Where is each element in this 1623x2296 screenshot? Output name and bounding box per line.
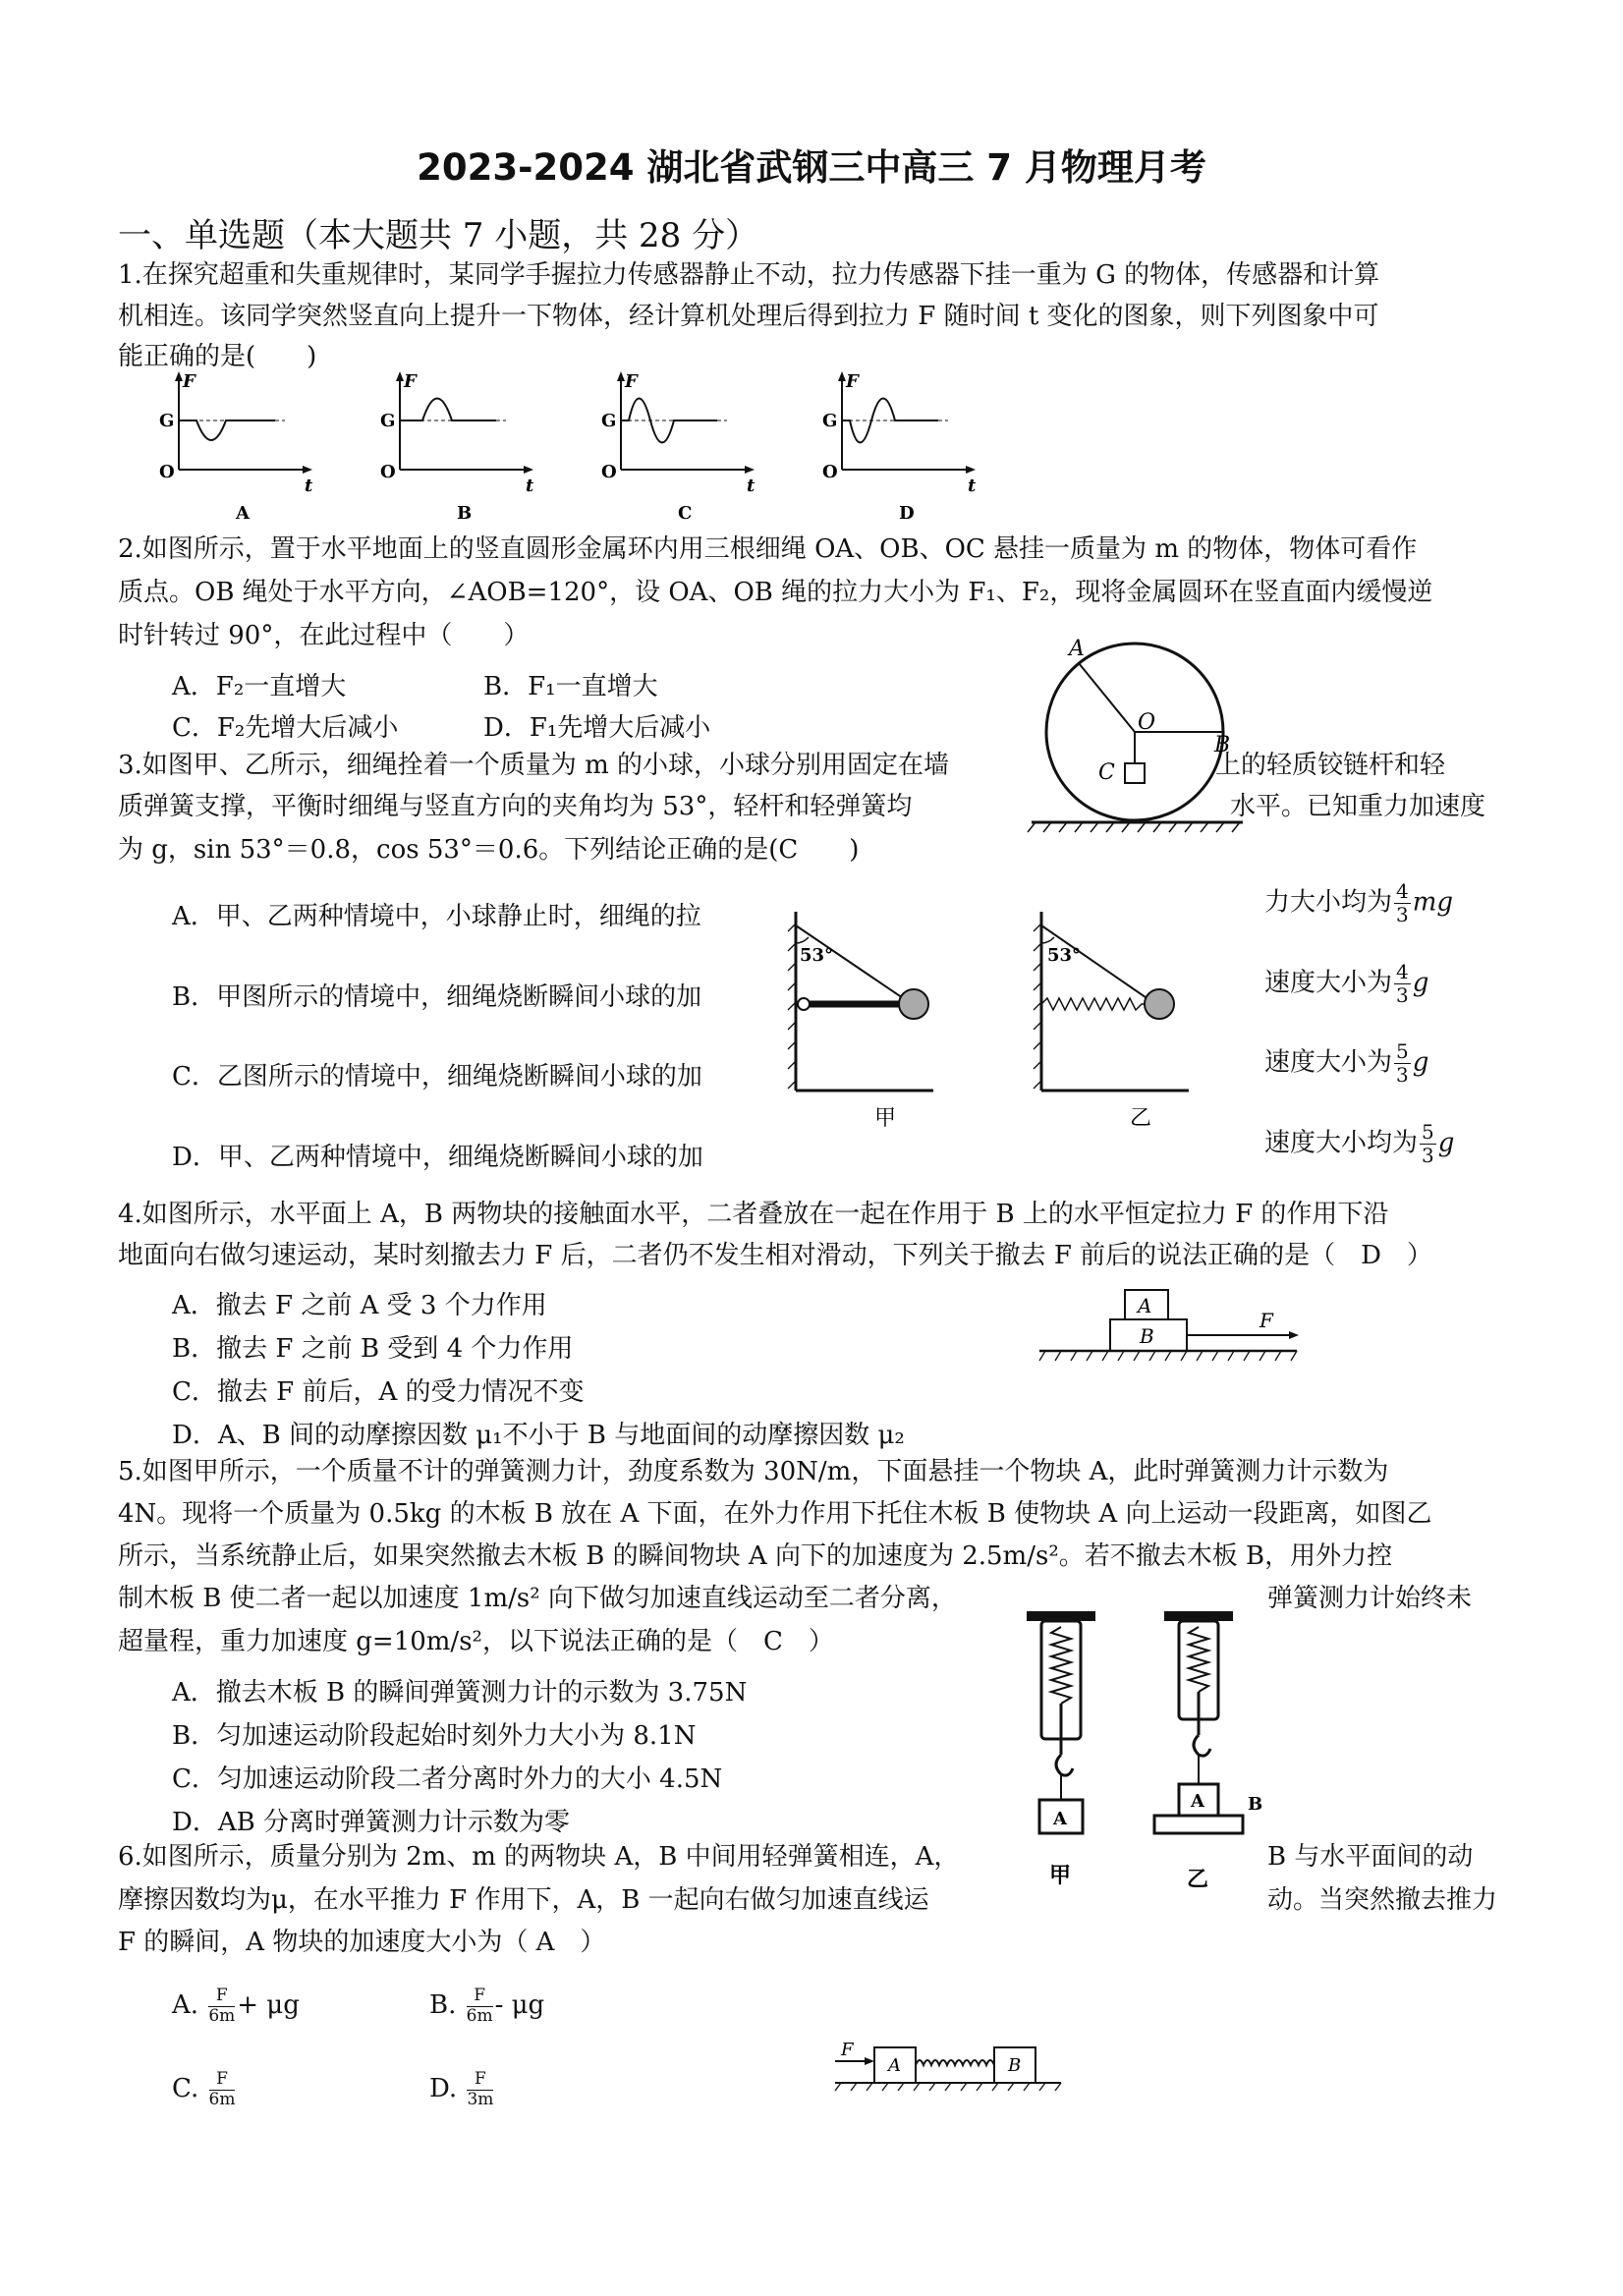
- q2-option-a: A．F₂一直增大: [172, 672, 347, 701]
- q6-option-b: B. $\frac{F}{6m}$ - μg: [429, 1986, 545, 2026]
- graph-caption: D: [899, 503, 915, 524]
- label-b: B: [1008, 2055, 1022, 2076]
- q2-option-c: C．F₂先增大后减小: [172, 713, 399, 743]
- label-b: B: [1248, 1794, 1263, 1815]
- label-c: C: [1098, 760, 1115, 785]
- rope-oa: [1079, 663, 1135, 732]
- q5-text-line-3: 所示，当系统静止后，如果突然撤去木板 B 的瞬间物块 A 向下的加速度为 2.5m/s²。若不撤去木板 B，用外力控: [118, 1541, 1393, 1571]
- origin-label: O: [822, 462, 838, 482]
- angle-label: 53°: [800, 945, 834, 966]
- label-f: F: [1259, 1309, 1273, 1332]
- graph-a: [159, 371, 313, 524]
- q1-text-line-3: 能正确的是( ): [118, 342, 317, 371]
- q4-blocks-figure: [1032, 1282, 1307, 1371]
- q3-text-line-2-left: 质弹簧支撑，平衡时细绳与竖直方向的夹角均为 53°，轻杆和轻弹簧均: [118, 792, 913, 821]
- q4-option-c: C．撤去 F 前后，A 的受力情况不变: [172, 1377, 585, 1407]
- axis-label-g: G: [822, 411, 838, 431]
- axis-label-f: F: [183, 371, 196, 392]
- q3-figures: [776, 904, 1248, 1140]
- axis-label-f: F: [846, 371, 859, 392]
- q4-option-d: D．A、B 间的动摩擦因数 μ₁不小于 B 与地面间的动摩擦因数 μ₂: [172, 1421, 905, 1450]
- graph-caption: B: [457, 503, 473, 524]
- q4-option-a: A．撤去 F 之前 A 受 3 个力作用: [172, 1291, 547, 1320]
- spring-scale-jia: [1027, 1611, 1095, 1888]
- q5-spring-scales-figure: [1012, 1607, 1277, 1892]
- hanging-mass: [1125, 763, 1145, 783]
- axis-label-t: t: [968, 476, 977, 496]
- q3-option-d-right: 速度大小均为 $\frac{5}{3}$ g: [1264, 1120, 1455, 1167]
- axis-label-g: G: [159, 411, 175, 431]
- axis-label-g: G: [601, 411, 617, 431]
- graph-b: [380, 371, 534, 524]
- q2-option-b: B．F₁一直增大: [483, 672, 658, 701]
- q3-text-line-1-left: 3.如图甲、乙所示，细绳拴着一个质量为 m 的小球，小球分别用固定在墙: [118, 751, 949, 780]
- axis-label-f: F: [404, 371, 417, 392]
- angle-label: 53°: [1047, 945, 1082, 966]
- q5-option-d: D．AB 分离时弹簧测力计示数为零: [172, 1808, 570, 1837]
- q3-option-a-right: 力大小均为 $\frac{4}{3}$ mg: [1264, 879, 1454, 926]
- figure-jia: [788, 912, 933, 1131]
- axis-label-t: t: [526, 476, 534, 496]
- q4-option-b: B．撤去 F 之前 B 受到 4 个力作用: [172, 1334, 574, 1364]
- q5-text-line-2: 4N。现将一个质量为 0.5kg 的木板 B 放在 A 下面，在外力作用下托住木板 B 使物块 A 向上运动一段距离，如图乙: [118, 1499, 1432, 1529]
- label-a: A: [1191, 1791, 1204, 1812]
- origin-label: O: [380, 462, 396, 482]
- q3-text-line-3: 为 g，sin 53°＝0.8，cos 53°＝0.6。下列结论正确的是(C ): [118, 835, 860, 865]
- ball: [899, 989, 928, 1019]
- q2-ring-figure: [1022, 634, 1258, 845]
- q6-option-d: D. $\frac{F}{3m}$: [429, 2069, 494, 2109]
- q1-graphs: [157, 371, 1022, 529]
- axis-label-g: G: [380, 411, 396, 431]
- axis-label-t: t: [305, 476, 313, 496]
- graph-curve: [179, 420, 275, 440]
- origin-label: O: [601, 462, 617, 482]
- q5-option-c: C．匀加速运动阶段二者分离时外力的大小 4.5N: [172, 1764, 723, 1794]
- q2-text-line-3: 时针转过 90°，在此过程中（ ）: [118, 621, 530, 650]
- section-heading: 一、单选题（本大题共 7 小题，共 28 分）: [118, 216, 759, 255]
- q6-text-line-2-right: 动。当突然撤去推力: [1267, 1885, 1498, 1915]
- q1-text-line-2: 机相连。该同学突然竖直向上提升一下物体，经计算机处理后得到拉力 F 随时间 t 变化的图象，则下列图象中可: [118, 302, 1379, 331]
- q3-option-c-right: 速度大小为 $\frac{5}{3}$ g: [1264, 1039, 1429, 1087]
- q6-blocks-figure: [825, 2034, 1071, 2102]
- q3-option-a-left: A．甲、乙两种情境中，小球静止时，细绳的拉: [172, 902, 701, 931]
- q4-text-line-2: 地面向右做匀速运动，某时刻撤去力 F 后，二者仍不发生相对滑动，下列关于撤去 F 前后的说法正确的是（ D ）: [118, 1241, 1432, 1270]
- label-b: B: [1214, 733, 1231, 757]
- caption-yi: 乙: [1187, 1867, 1209, 1892]
- label-a: A: [1069, 637, 1085, 661]
- spring: [1041, 998, 1146, 1010]
- q6-text-line-2-left: 摩擦因数均为μ，在水平推力 F 作用下，A，B 一起向右做匀加速直线运: [118, 1885, 929, 1915]
- caption-jia: 甲: [874, 1106, 897, 1131]
- q6-text-line-1-left: 6.如图所示，质量分别为 2m、m 的两物块 A，B 中间用轻弹簧相连，A，: [118, 1842, 960, 1872]
- q6-text-line-1-right: B 与水平面间的动: [1267, 1842, 1474, 1872]
- page-title: 2023-2024 湖北省武钢三中高三 7 月物理月考: [417, 146, 1206, 189]
- origin-label: O: [159, 462, 175, 482]
- graph-c: [601, 371, 756, 524]
- q2-option-d: D．F₁先增大后减小: [483, 713, 711, 743]
- q5-text-line-1: 5.如图甲所示，一个质量不计的弹簧测力计，劲度系数为 30N/m，下面悬挂一个物块 A，此时弹簧测力计示数为: [118, 1457, 1389, 1486]
- q5-option-a: A．撤去木板 B 的瞬间弹簧测力计的示数为 3.75N: [172, 1678, 748, 1708]
- ball: [1145, 989, 1174, 1019]
- axis-label-t: t: [747, 476, 756, 496]
- label-a: A: [1053, 1809, 1067, 1829]
- q2-text-line-2: 质点。OB 绳处于水平方向，∠AOB=120°，设 OA、OB 绳的拉力大小为 F₁、F₂，现将金属圆环在竖直面内缓慢逆: [118, 578, 1433, 607]
- label-a: A: [888, 2055, 901, 2076]
- label-o: O: [1138, 710, 1156, 735]
- q4-text-line-1: 4.如图所示，水平面上 A，B 两物块的接触面水平，二者叠放在一起在作用于 B 上的水平恒定拉力 F 的作用下沿: [118, 1200, 1389, 1229]
- graph-d: [822, 371, 977, 524]
- q3-option-d-left: D．甲、乙两种情境中，细绳烧断瞬间小球的加: [172, 1143, 703, 1172]
- q5-option-b: B．匀加速运动阶段起始时刻外力大小为 8.1N: [172, 1721, 697, 1751]
- caption-yi: 乙: [1130, 1106, 1152, 1131]
- graph-curve: [400, 399, 496, 421]
- label-f: F: [841, 2040, 854, 2060]
- q6-option-c: C. $\frac{F}{6m}$: [172, 2069, 236, 2109]
- q6-option-a: A. $\frac{F}{6m}$ + μg: [172, 1986, 300, 2026]
- figure-yi: [1034, 912, 1189, 1131]
- q5-text-line-5: 超量程，重力加速度 g=10m/s²，以下说法正确的是（ C ）: [118, 1627, 834, 1656]
- caption-jia: 甲: [1049, 1863, 1072, 1888]
- axis-label-f: F: [625, 371, 638, 392]
- label-b: B: [1140, 1324, 1154, 1348]
- q3-text-line-1-right: 上的轻质铰链杆和轻: [1215, 751, 1446, 780]
- q3-option-b-left: B．甲图所示的情境中，细绳烧断瞬间小球的加: [172, 982, 702, 1012]
- q5-text-line-4-right: 弹簧测力计始终未: [1267, 1584, 1473, 1613]
- q6-text-line-3: F 的瞬间，A 物块的加速度大小为（ A ）: [118, 1928, 606, 1957]
- spring: [916, 2060, 994, 2065]
- graph-caption: C: [678, 503, 693, 524]
- spring-scale-yi: [1154, 1611, 1262, 1892]
- label-a: A: [1138, 1294, 1152, 1317]
- q3-option-c-left: C．乙图所示的情境中，细绳烧断瞬间小球的加: [172, 1062, 702, 1092]
- q3-option-b-right: 速度大小为 $\frac{4}{3}$ g: [1264, 960, 1429, 1007]
- q1-text-line-1: 1.在探究超重和失重规律时，某同学手握拉力传感器静止不动，拉力传感器下挂一重为 G 的物体，传感器和计算: [118, 260, 1380, 290]
- hinge: [798, 998, 810, 1010]
- q5-text-line-4-left: 制木板 B 使二者一起以加速度 1m/s² 向下做匀加速直线运动至二者分离，: [118, 1584, 957, 1613]
- q3-text-line-2-right: 水平。已知重力加速度: [1230, 792, 1486, 821]
- board-b: [1154, 1816, 1243, 1833]
- q2-text-line-1: 2.如图所示，置于水平地面上的竖直圆形金属环内用三根细绳 OA、OB、OC 悬挂一质量为 m 的物体，物体可看作: [118, 534, 1418, 564]
- graph-caption: A: [236, 503, 250, 524]
